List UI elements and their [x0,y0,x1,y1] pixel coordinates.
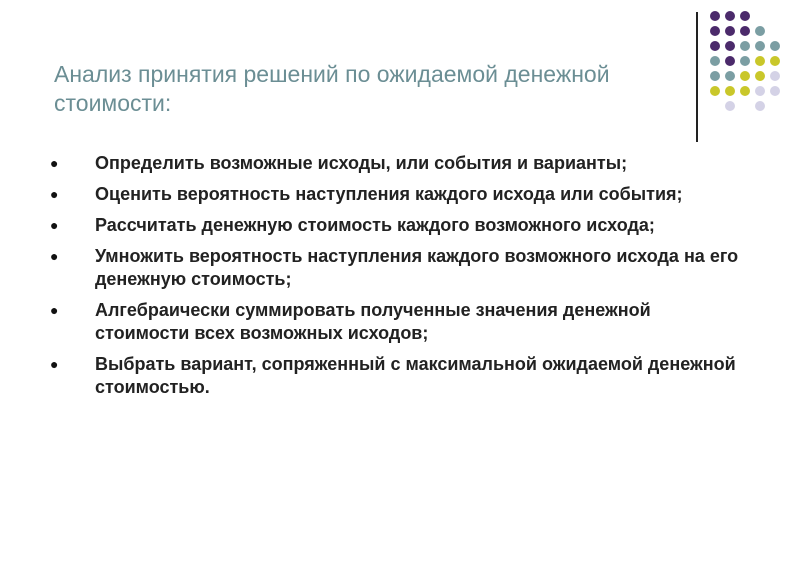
bullet-dot-icon: ● [50,302,59,318]
decorative-dot [740,71,750,81]
decorative-dot [725,26,735,36]
bullet-dot-icon: ● [50,186,59,202]
decorative-dot [755,86,765,96]
decorative-dot [725,41,735,51]
decorative-dot [725,101,735,111]
bullet-item [50,183,750,206]
decorative-dot [740,41,750,51]
bullet-text: Определить возможные исходы, или события и варианты; [95,153,628,173]
decorative-dot [755,41,765,51]
decorative-dot [710,26,720,36]
vertical-divider [696,12,698,142]
bullet-text: Умножить вероятность наступления каждого возможного исхода на его денежную стоимость; [95,246,739,289]
decorative-dot [770,56,780,66]
bullet-item [50,152,750,175]
decorative-dot [710,11,720,21]
bullet-text: Оценить вероятность наступления каждого исхода или события; [95,184,683,204]
bullet-dot-icon: ● [50,248,59,264]
bullet-dot-icon: ● [50,356,59,372]
decorative-dot [770,86,780,96]
decorative-dot [755,71,765,81]
decorative-dot [710,71,720,81]
bullet-dot-icon: ● [50,217,59,233]
decorative-dot [710,56,720,66]
decorative-dot [755,56,765,66]
decorative-dot [725,56,735,66]
bullet-dot-icon: ● [50,155,59,171]
decorative-dot [740,86,750,96]
bullet-item [50,214,750,237]
bullet-text: Рассчитать денежную стоимость каждого возможного исхода; [95,215,655,235]
bullet-item [50,245,750,291]
decorative-dot [710,41,720,51]
bullet-item [50,353,750,399]
decorative-dot-grid [710,11,800,131]
decorative-dot [770,41,780,51]
bullet-text: Выбрать вариант, сопряженный с максимальной ожидаемой денежной стоимостью. [95,354,736,397]
bullet-item [50,299,750,345]
decorative-dot [725,86,735,96]
decorative-dot [740,56,750,66]
bullet-list [50,152,750,407]
decorative-dot [770,71,780,81]
slide-title: Анализ принятия решений по ожидаемой денежной стоимости: [54,61,610,116]
decorative-dot [755,26,765,36]
decorative-dot [740,11,750,21]
decorative-dot [725,71,735,81]
bullet-text: Алгебраически суммировать полученные значения денежной стоимости всех возможных исходов; [95,300,651,343]
decorative-dot [725,11,735,21]
decorative-dot [755,101,765,111]
decorative-dot [740,26,750,36]
decorative-dot [710,86,720,96]
